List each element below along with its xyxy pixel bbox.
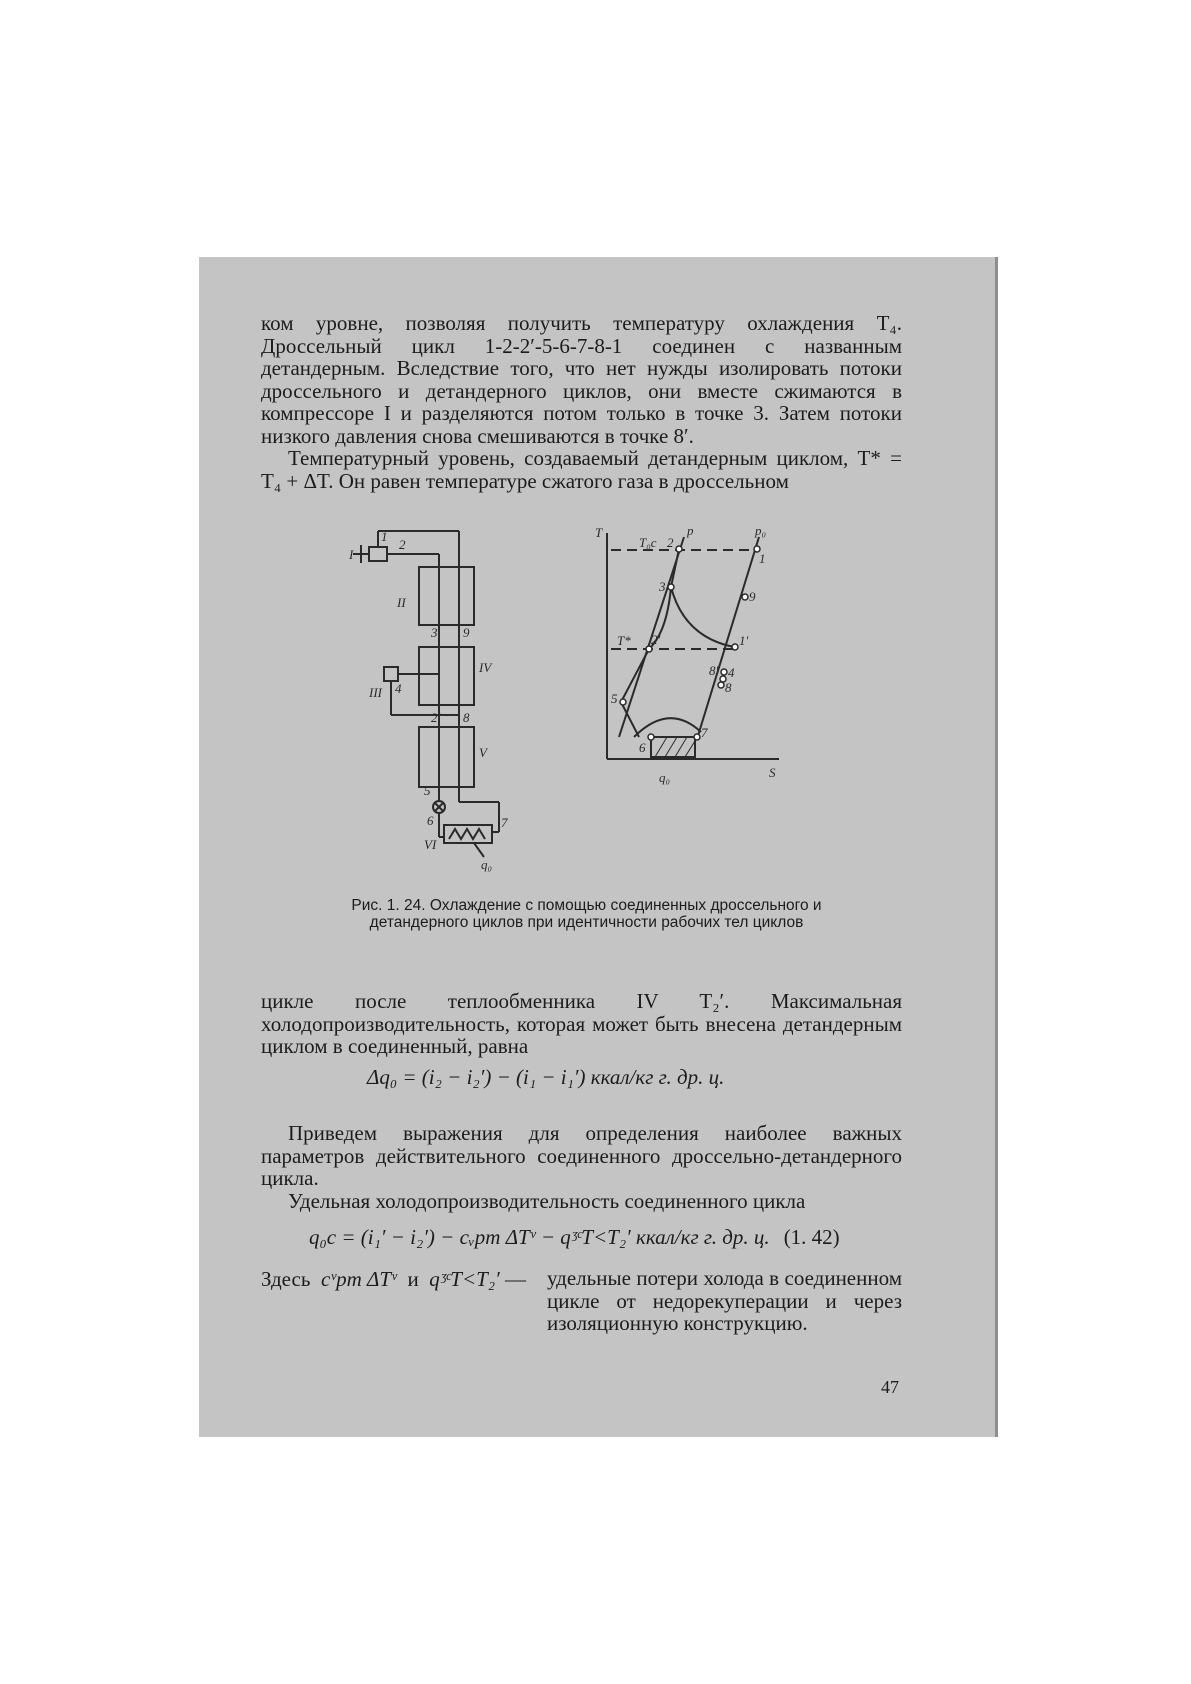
label-evaporator-VI: VI: [424, 837, 437, 852]
formula-delta-q0: Δq₀ = (i₂ − i₂′) − (i₁ − i₁′) ккал/кг г. др. ц.: [367, 1065, 725, 1089]
where-word: Здесь: [261, 1267, 311, 1291]
paragraph-4-text: Приведем выражения для определения наиболее важных параметров действительного соединенного дроссельно-детандерного цикла.: [261, 1121, 902, 1190]
point-7: [694, 734, 700, 740]
label-q0-scheme: q₀: [481, 857, 493, 872]
label-ts-q0: q₀: [659, 770, 671, 785]
figure-drawing: [349, 527, 849, 872]
label-ts-2prime: 2′: [651, 632, 661, 647]
formula-q0c: [309, 1225, 840, 1250]
paragraph-2-text: Температурный уровень, создаваемый детандерным циклом, T* = T₄ + ΔT. Он равен температуре сжатого газа в дроссельном: [261, 446, 902, 493]
where-term-2: qᶾᶜT<T₂′: [429, 1267, 500, 1291]
label-point-6: 6: [427, 813, 434, 828]
label-ts-2: 2: [667, 535, 674, 550]
expander-box: [384, 667, 398, 681]
point-8prime: [721, 669, 727, 675]
point-9: [742, 594, 748, 600]
paragraph-3: [261, 990, 902, 1058]
heat-exchanger-V: [419, 727, 474, 787]
label-ts-3: 3: [659, 579, 666, 594]
isobar-p0: [697, 537, 759, 739]
point-2: [676, 546, 682, 552]
label-axis-S: S: [769, 765, 776, 780]
label-isobar-p: p: [687, 527, 694, 538]
label-point-5: 5: [424, 783, 431, 798]
equation-number: (1. 42): [783, 1225, 840, 1249]
label-isobar-p0: p₀: [755, 527, 767, 538]
label-ts-1: 1: [759, 551, 766, 566]
label-point-2: 2: [399, 537, 406, 552]
losses-description: удельные потери холода в соединенном цикле от недорекуперации и через изоляционную конструкцию.: [547, 1266, 902, 1335]
saturation-dome: [634, 718, 701, 737]
label-ts-7: 7: [701, 725, 708, 740]
point-8: [718, 682, 724, 688]
label-point-1: 1: [381, 529, 388, 544]
label-point-9: 9: [463, 625, 470, 640]
where-dash: —: [504, 1267, 526, 1291]
label-axis-T: T: [595, 527, 603, 540]
formula-q0c-expression: q₀с = (i₁′ − i₂′) − cᵥpm ΔTᵛ − qᶾᶜT<T₂′ ккал/кг г. др. ц.: [309, 1225, 770, 1249]
label-T0c: T₀с: [639, 535, 657, 550]
label-ts-9: 9: [749, 589, 756, 604]
label-compressor-I: I: [349, 547, 354, 562]
figure-1-24: [349, 527, 849, 872]
paragraph-3-text: цикле после теплообменника IV T₂′. Максимальная холодопроизводительность, которая может быть внесена детандерным циклом в соединенный, равна: [261, 989, 902, 1058]
label-hx-V: V: [479, 745, 487, 760]
label-ts-6: 6: [639, 740, 646, 755]
page-number: 47: [881, 1377, 899, 1397]
q0-area: [651, 737, 695, 757]
label-hx-IV: IV: [479, 660, 492, 675]
point-6: [648, 734, 654, 740]
curve-2-3-1prime: [671, 549, 734, 647]
paragraph-5-text: Удельная холодопроизводительность соединенного цикла: [288, 1188, 806, 1213]
compressor-box: [369, 547, 387, 561]
where-term-1: cᵛpm ΔTᵛ: [320, 1267, 397, 1291]
label-ts-8: 8: [725, 680, 732, 695]
label-point-8: 8: [463, 710, 470, 725]
heat-exchanger-IV: [419, 647, 474, 705]
label-ts-5: 5: [611, 691, 618, 706]
label-point-3: 3: [431, 625, 438, 640]
label-point-7: 7: [501, 815, 508, 830]
paragraph-1-text: ком уровне, позволяя получить температуру охлаждения T₄. Дроссельный цикл 1-2-2′-5-6-7-8-1 соединен с названным детандерным. Вследствие того, что нет нужды изолировать потоки дроссельного и детандерного циклов, они вместе сжимаются в компрессоре I и разделяются потом только в точке 3. Затем потоки низкого давления снова смешиваются в точке 8′.: [261, 311, 902, 448]
label-Tstar: T*: [617, 633, 631, 648]
label-ts-8prime: 8′: [709, 663, 719, 678]
paragraph-1: [261, 312, 902, 492]
label-ts-4: 4: [728, 665, 735, 680]
label-expander-III: III: [369, 685, 382, 700]
scanned-page: [199, 257, 998, 1437]
where-and: и: [407, 1267, 419, 1291]
curve-2prime-5-6: [621, 649, 649, 737]
label-point-4: 4: [395, 681, 402, 696]
label-ts-1prime: 1′: [739, 633, 749, 648]
heat-exchanger-II: [419, 567, 474, 625]
figure-caption: Рис. 1. 24. Охлаждение с помощью соединенных дроссельного и детандерного циклов при идентичности рабочих тел циклов: [351, 897, 822, 931]
label-hx-II: II: [397, 595, 406, 610]
point-1prime: [732, 644, 738, 650]
label-point-2prime: 2′: [431, 710, 441, 725]
paragraph-4: [261, 1122, 902, 1212]
where-clause: [261, 1267, 526, 1292]
point-3: [668, 584, 674, 590]
point-5: [620, 699, 626, 705]
